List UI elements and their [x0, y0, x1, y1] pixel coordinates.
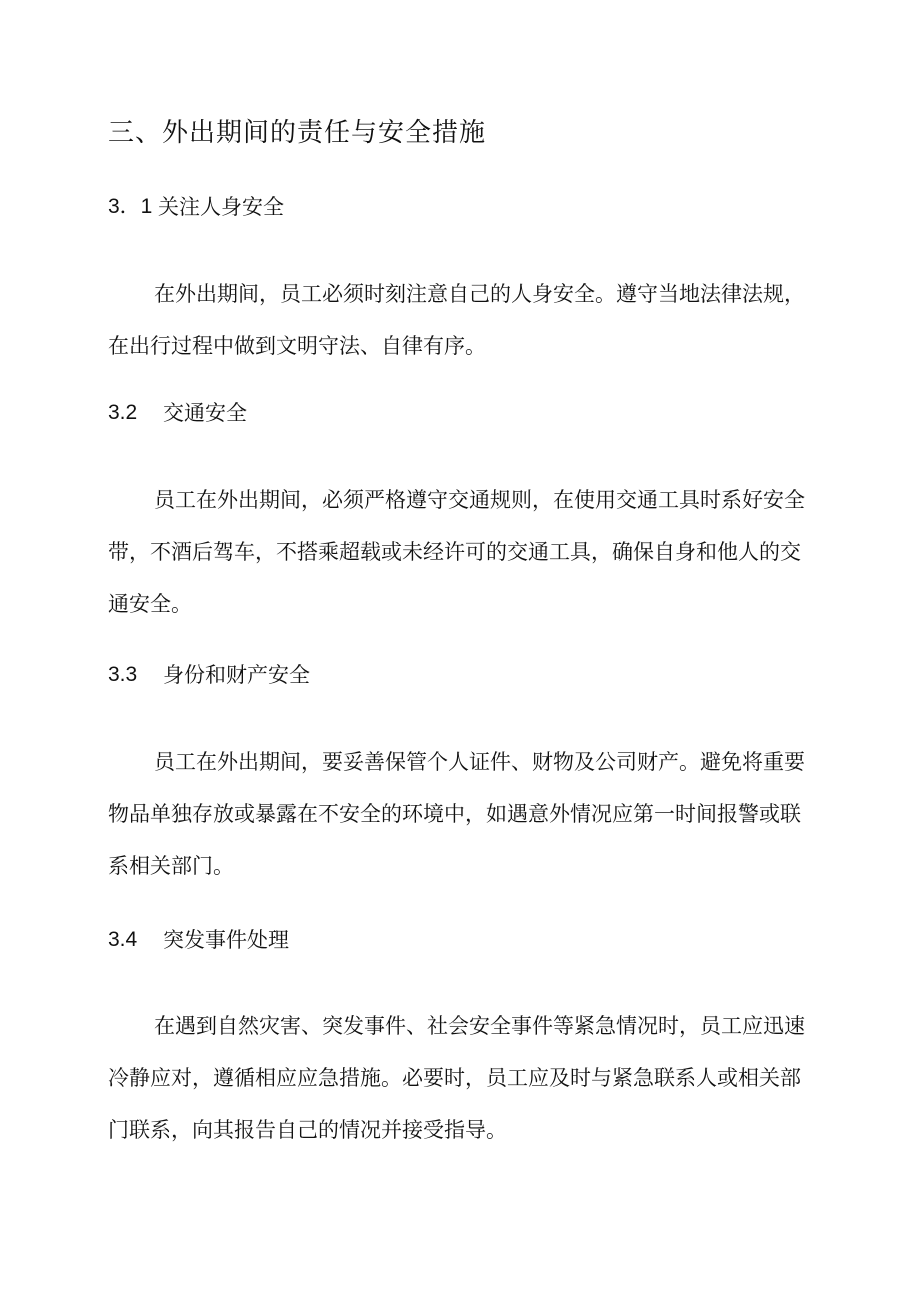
paragraph-line: 通安全。: [108, 592, 192, 616]
subsection-title: 关注人身安全: [158, 195, 284, 219]
subsection-number: 3.2: [108, 401, 138, 424]
subsection-heading-3-3: [108, 659, 310, 691]
paragraph-line: 系相关部门。: [108, 854, 234, 878]
subsection-paragraph-3-3: [108, 736, 828, 892]
subsection-paragraph-3-2: [108, 474, 828, 630]
subsection-title: 身份和财产安全: [163, 663, 310, 687]
subsection-heading-3-4: [108, 924, 289, 956]
subsection-paragraph-3-4: [108, 1000, 828, 1156]
section-title: 三、外出期间的责任与安全措施: [108, 118, 487, 148]
paragraph-line: 冷静应对，遵循相应应急措施。必要时，员工应及时与紧急联系人或相关部: [108, 1066, 801, 1090]
subsection-number: 3．1: [108, 195, 153, 218]
paragraph-line: 门联系，向其报告自己的情况并接受指导。: [108, 1118, 507, 1142]
paragraph-line: 员工在外出期间，要妥善保管个人证件、财物及公司财产。避免将重要: [154, 750, 805, 774]
paragraph-line: 在出行过程中做到文明守法、自律有序。: [108, 334, 486, 358]
paragraph-line: 在遇到自然灾害、突发事件、社会安全事件等紧急情况时，员工应迅速: [154, 1014, 805, 1038]
paragraph-line: 在外出期间，员工必须时刻注意自己的人身安全。遵守当地法律法规，: [154, 282, 805, 306]
paragraph-line: 物品单独存放或暴露在不安全的环境中，如遇意外情况应第一时间报警或联: [108, 802, 801, 826]
subsection-number: 3.3: [108, 663, 138, 686]
subsection-number: 3.4: [108, 928, 138, 951]
subsection-title: 交通安全: [163, 401, 247, 425]
subsection-heading-3-1: [108, 191, 284, 223]
subsection-heading-3-2: [108, 397, 247, 429]
paragraph-line: 员工在外出期间，必须严格遵守交通规则，在使用交通工具时系好安全: [154, 488, 805, 512]
subsection-paragraph-3-1: [108, 268, 828, 372]
paragraph-line: 带，不酒后驾车，不搭乘超载或未经许可的交通工具，确保自身和他人的交: [108, 540, 801, 564]
subsection-title: 突发事件处理: [163, 928, 289, 952]
